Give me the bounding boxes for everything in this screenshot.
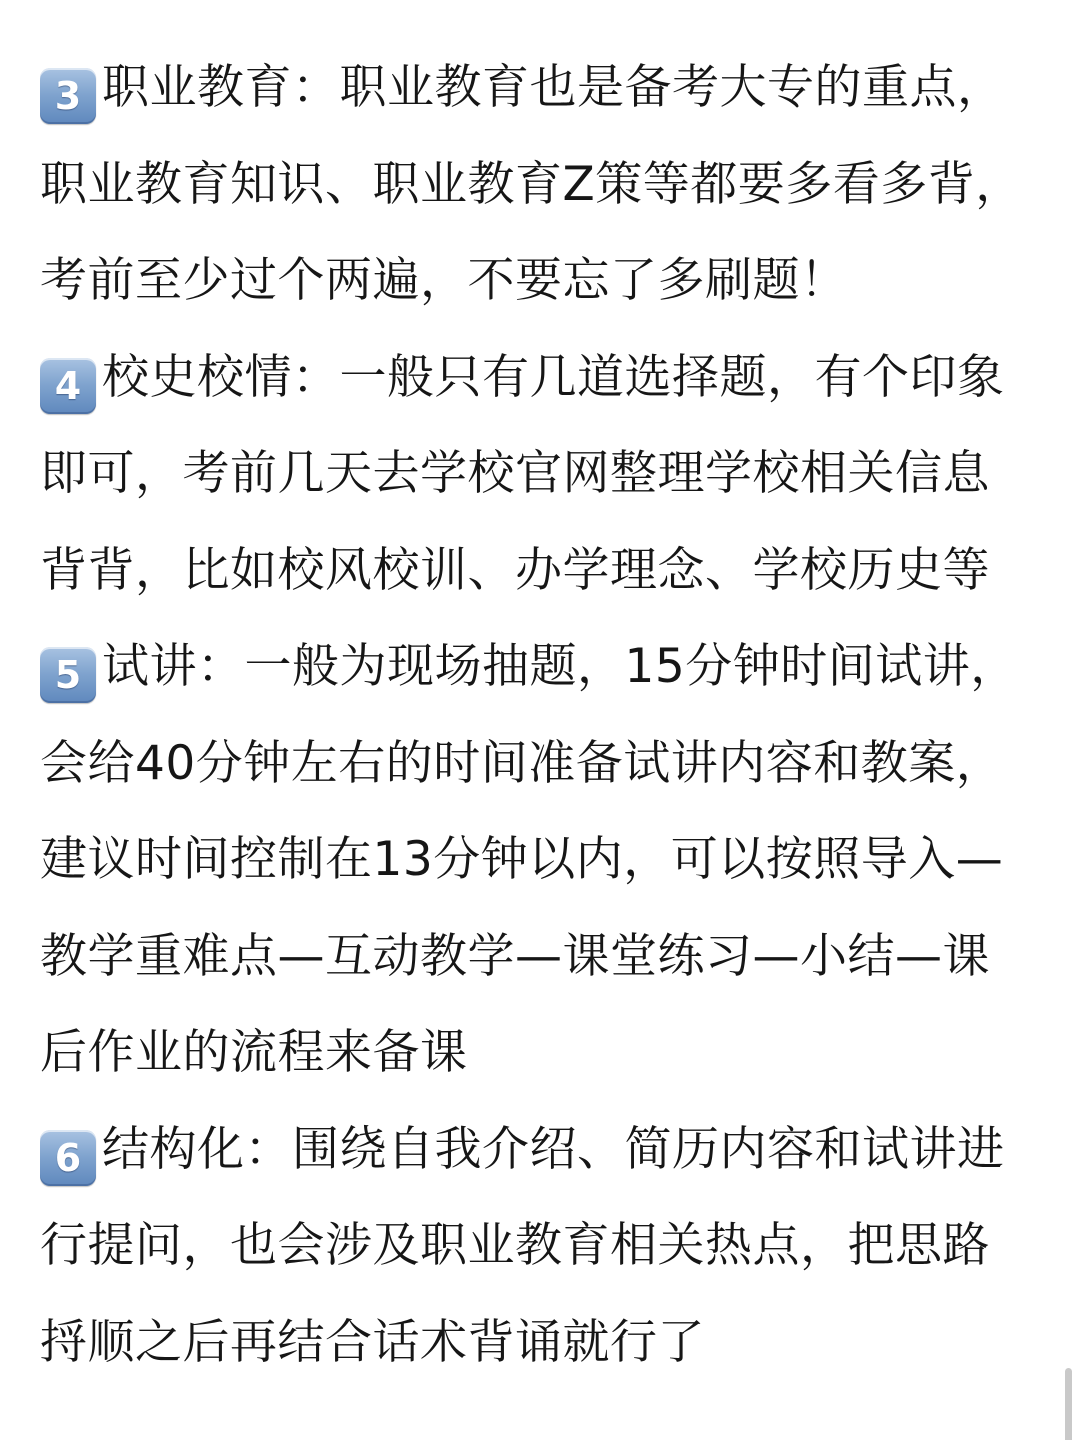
line-text: 校史校情：一般只有几道选择题，有个印象 [102,349,1005,405]
keycap-6-icon: 6 [40,1130,96,1186]
text-line [40,330,1046,427]
text-line: 会给40分钟左右的时间准备试讲内容和教案， [40,735,1004,791]
keycap-3-icon: 3 [40,68,96,124]
scrollbar-thumb[interactable] [1065,1368,1072,1440]
line-text: 结构化：围绕自我介绍、简历内容和试讲进 [102,1121,1005,1177]
text-line: 后作业的流程来备课 [40,1025,468,1080]
text-line: 职业教育知识、职业教育Z策等都要多看多背， [40,156,1023,212]
text-line [40,619,1046,716]
text-line: 背背，比如校风校训、办学理念、学校历史等 [40,542,990,598]
section-trial-lecture [40,619,1046,1102]
section-vocational-education [40,40,1046,330]
text-line: 建议时间控制在13分钟以内，可以按照导入— [40,832,1004,887]
text-line: 捋顺之后再结合话术背诵就行了 [40,1314,705,1370]
line-text: 试讲：一般为现场抽题，15分钟时间试讲， [102,639,1018,694]
text-line [40,1102,1046,1199]
text-line: 教学重难点—互动教学—课堂练习—小结—课 [40,928,990,984]
section-structured-interview [40,1102,1046,1392]
line-text: 职业教育：职业教育也是备考大专的重点， [102,60,1005,115]
section-school-history [40,330,1046,620]
text-line [40,40,1046,137]
keycap-4-icon: 4 [40,358,96,414]
text-line: 即可，考前几天去学校官网整理学校相关信息 [40,446,990,501]
text-line: 行提问，也会涉及职业教育相关热点，把思路 [40,1218,990,1273]
keycap-5-icon: 5 [40,647,96,703]
text-line: 考前至少过个两遍，不要忘了多刷题！ [40,253,848,308]
